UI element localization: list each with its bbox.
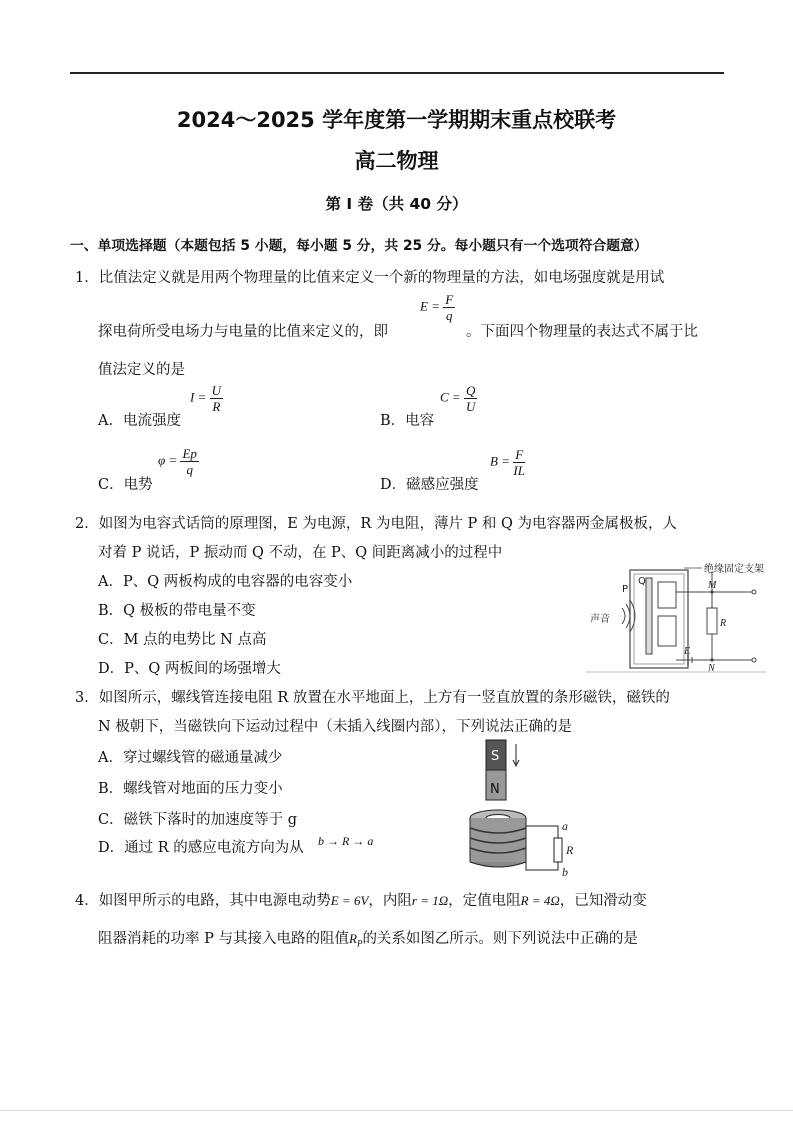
q4-emf: E = 6V <box>330 893 369 908</box>
eq-den: q <box>445 308 453 323</box>
q1-option-c: C．电势 <box>98 477 153 493</box>
q4-text-c: ，定值电阻 <box>448 893 521 909</box>
formula-num: U <box>211 383 221 398</box>
exam-title: 2024～2025 学年度第一学期期末重点校联考 <box>176 108 617 132</box>
formula-lhs: C = <box>440 389 461 405</box>
subject-title: 高二物理 <box>354 149 439 173</box>
q2-option-d: D．P、Q 两板间的场强增大 <box>98 661 281 677</box>
formula-den: R <box>212 399 221 414</box>
q1-line2b: 。下面四个物理量的表达式不属于比 <box>466 324 698 340</box>
q1-option-a-formula <box>190 383 223 414</box>
bottom-divider <box>0 1110 793 1111</box>
formula-den: q <box>186 462 193 477</box>
q1-option-d-formula <box>490 447 525 478</box>
q4-line1 <box>75 889 647 910</box>
source-e-label: E <box>684 646 691 657</box>
formula-lhs: B = <box>490 453 510 469</box>
formula-den: IL <box>513 463 525 478</box>
resistor-r-label: R <box>566 843 574 857</box>
formula-lhs: φ = <box>158 452 178 468</box>
eq-num: F <box>445 292 454 307</box>
q4-text-d: ，已知滑动变 <box>559 893 647 909</box>
q3-option-a: A．穿过螺线管的磁通量减少 <box>98 750 283 766</box>
section-heading: 一、单项选择题（本题包括 5 小题，每小题 5 分，共 25 分。每小题只有一个选项符合题意） <box>70 238 648 254</box>
microphone-circuit-figure <box>586 560 766 678</box>
q1-option-b: B．电容 <box>380 413 435 429</box>
q1-line3: 值法定义的是 <box>98 362 185 378</box>
q2-line1: 2．如图为电容式话筒的原理图，E 为电源，R 为电阻，薄片 P 和 Q 为电容器两金属极板，人 <box>75 516 678 532</box>
q2-line2: 对着 P 说话，P 振动而 Q 不动，在 P、Q 间距离减小的过程中 <box>98 545 503 561</box>
plate-p-label: P <box>622 584 629 595</box>
magnet-s-label: S <box>491 749 500 764</box>
q1-option-d: D．磁感应强度 <box>380 477 479 493</box>
q3-option-d: D．通过 R 的感应电流方向为从 <box>98 840 304 856</box>
solenoid-magnet-figure <box>460 738 590 878</box>
point-b-label: b <box>562 865 568 878</box>
q4-line2 <box>98 927 638 949</box>
q3-option-c: C．磁铁下落时的加速度等于 g <box>98 812 297 828</box>
q4-text-b: ，内阻 <box>368 893 412 909</box>
eq-lhs: E = <box>420 298 440 314</box>
point-n-label: N <box>708 663 715 674</box>
resistor-r-label: R <box>720 618 727 629</box>
q1-eq-E <box>420 292 455 323</box>
q3-line1: 3．如图所示，螺线管连接电阻 R 放置在水平地面上，上方有一竖直放置的条形磁铁，磁铁的 <box>75 690 670 706</box>
support-label: 绝缘固定支架 <box>704 564 764 575</box>
rp-subscript: P <box>356 938 363 949</box>
volume-title: 第 I 卷（共 40 分） <box>325 195 468 213</box>
q2-option-b: B．Q 极板的带电量不变 <box>98 603 256 619</box>
q1-option-b-formula <box>440 383 477 414</box>
point-a-label: a <box>562 819 568 833</box>
plate-q-label: Q <box>638 576 646 587</box>
q3-option-b: B．螺线管对地面的压力变小 <box>98 781 283 797</box>
q4-rp <box>348 931 363 949</box>
formula-num: F <box>515 447 524 462</box>
q4-text-a: 4．如图甲所示的电路，其中电源电动势 <box>75 893 331 909</box>
q2-option-c: C．M 点的电势比 N 点高 <box>98 632 267 648</box>
q4-fixed-resistance: R = 4Ω <box>520 893 560 908</box>
q4-text-e: 阻器消耗的功率 P 与其接入电路的阻值 <box>98 931 349 947</box>
formula-num: Q <box>465 383 476 398</box>
sound-label: 声音 <box>590 614 610 625</box>
q1-line2a: 探电荷所受电场力与电量的比值来定义的，即 <box>98 324 388 340</box>
magnet-n-label: N <box>490 782 500 797</box>
rp-symbol: R <box>348 931 357 946</box>
q4-internal-resistance: r = 1Ω <box>411 893 449 908</box>
formula-lhs: I = <box>190 389 207 405</box>
formula-num: Ep <box>182 446 197 461</box>
q1-option-c-formula <box>158 446 199 477</box>
q1-option-a: A．电流强度 <box>98 413 181 429</box>
q2-option-a: A．P、Q 两板构成的电容器的电容变小 <box>98 574 353 590</box>
q4-text-f: 的关系如图乙所示。则下列说法中正确的是 <box>362 931 638 947</box>
q3-current-path: b → R → a <box>318 834 374 848</box>
point-m-label: M <box>708 580 717 591</box>
formula-den: U <box>465 399 476 414</box>
q1-line1: 1．比值法定义就是用两个物理量的比值来定义一个新的物理量的方法，如电场强度就是用试 <box>75 270 665 286</box>
q3-line2: N 极朝下，当磁铁向下运动过程中（未插入线圈内部），下列说法正确的是 <box>98 719 573 735</box>
top-rule <box>70 72 724 74</box>
